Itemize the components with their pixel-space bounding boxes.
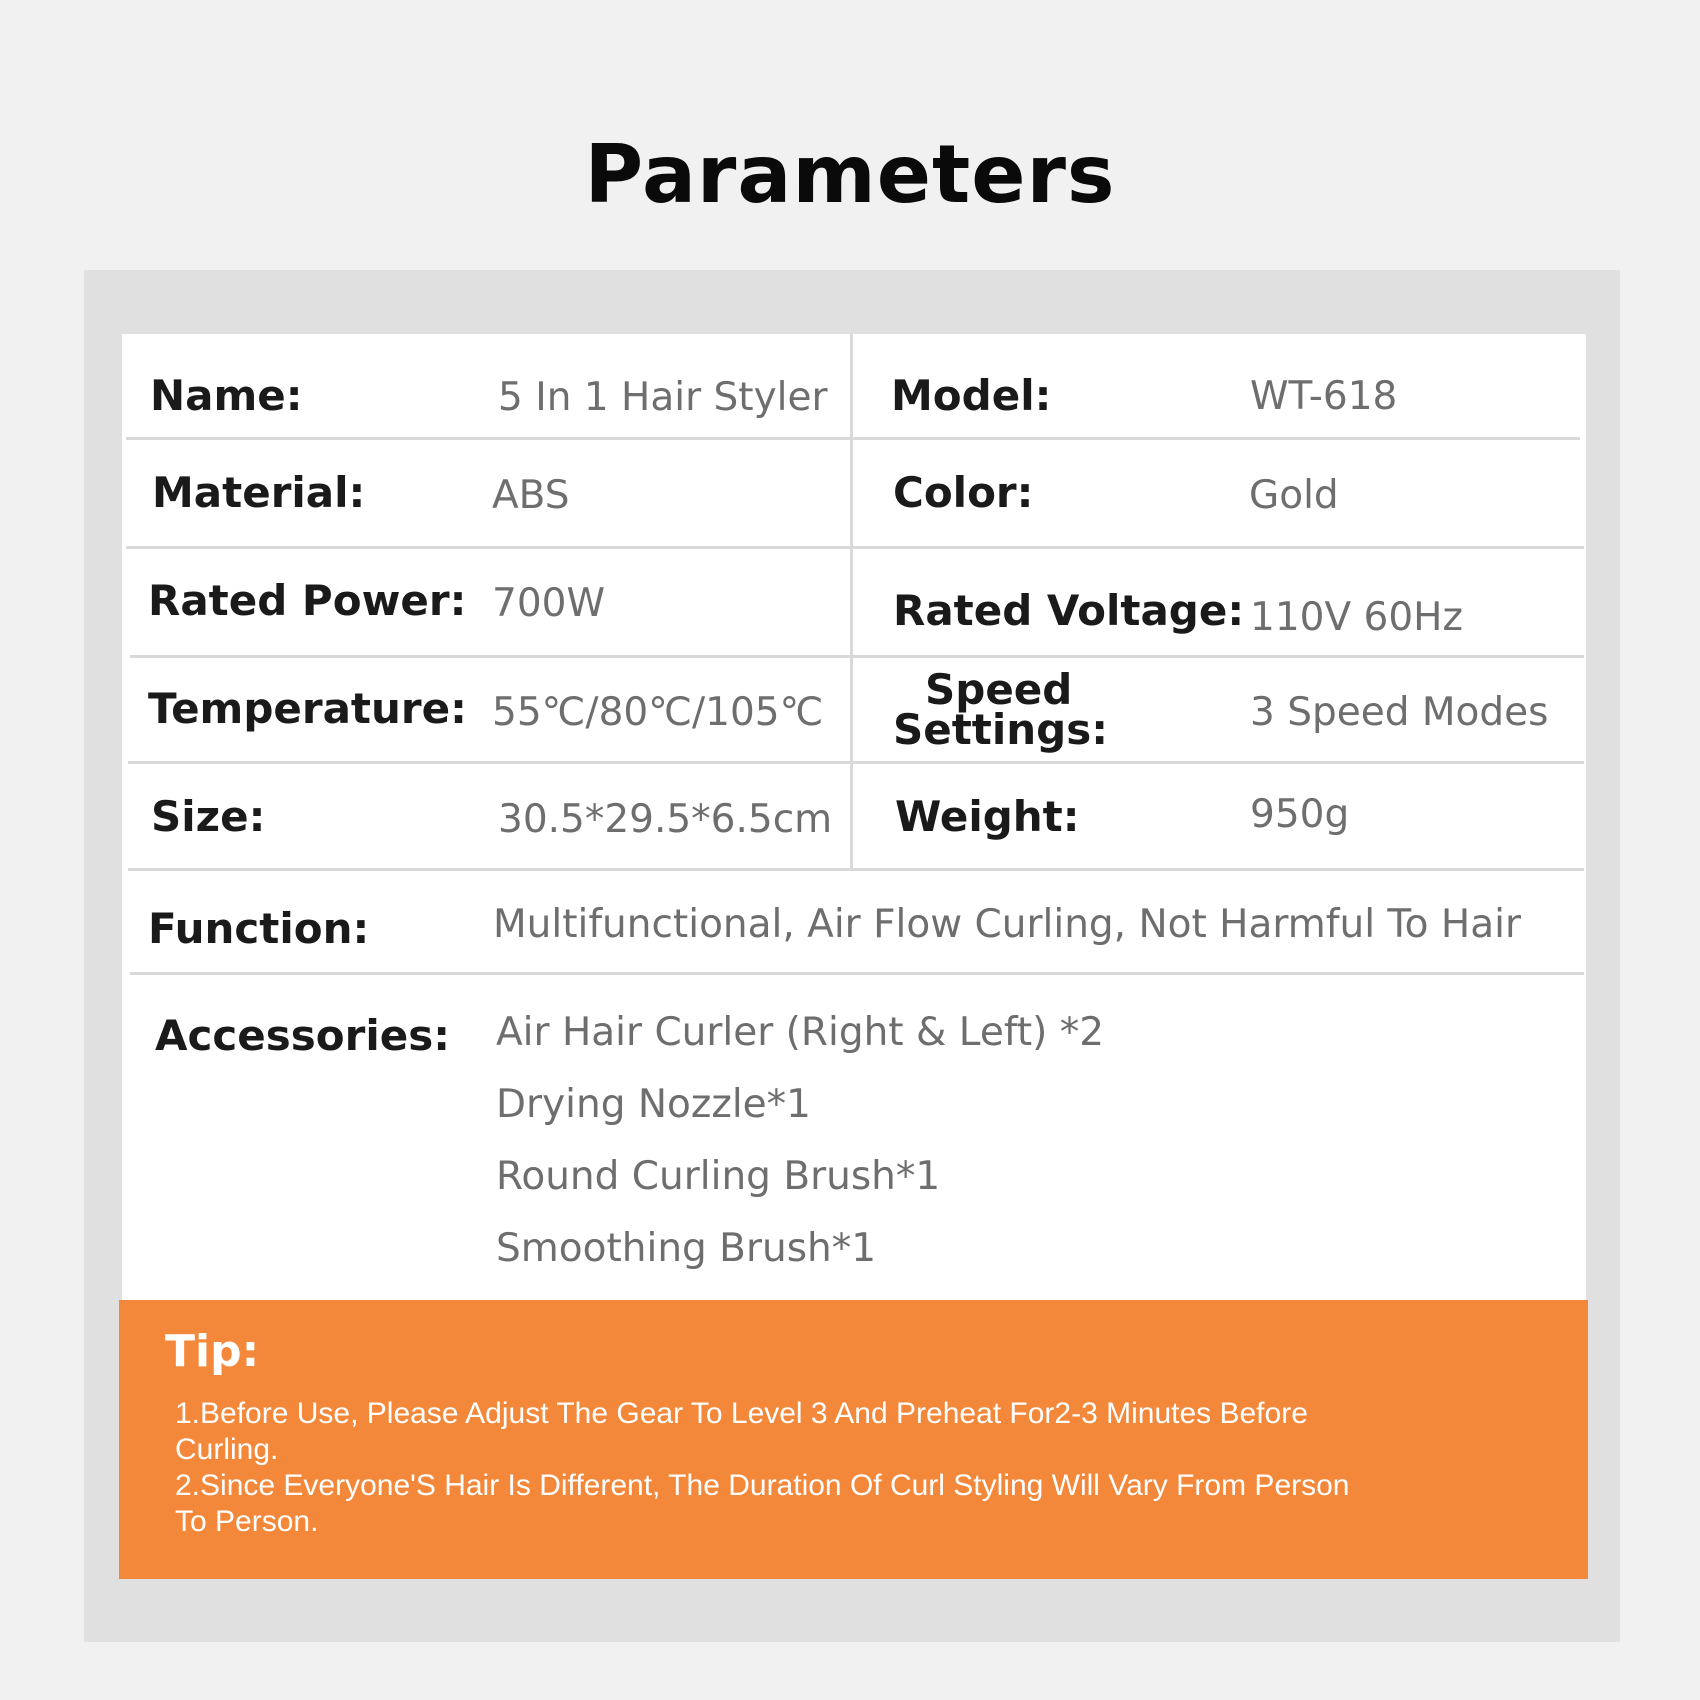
function-label: Function: <box>148 904 370 953</box>
name-value: 5 In 1 Hair Styler <box>498 375 828 420</box>
tip-box <box>119 1300 1588 1579</box>
tip-line: 2.Since Everyone'S Hair Is Different, The Duration Of Curl Styling Will Vary From Person To Person. <box>175 1469 1350 1538</box>
row-divider <box>130 972 1584 975</box>
color-label: Color: <box>893 468 1034 517</box>
speed-settings-label-line2: Settings: <box>893 704 1109 754</box>
rated-voltage-value: 110V 60Hz <box>1250 595 1463 640</box>
size-value: 30.5*29.5*6.5cm <box>498 797 833 842</box>
accessory-item: Round Curling Brush*1 <box>496 1154 941 1199</box>
color-value: Gold <box>1249 473 1339 518</box>
row-divider <box>130 655 1584 658</box>
speed-settings-label <box>893 665 1109 754</box>
tip-text <box>175 1396 1355 1540</box>
accessory-item: Smoothing Brush*1 <box>496 1226 877 1271</box>
rated-voltage-label: Rated Voltage: <box>893 586 1245 635</box>
column-divider <box>850 334 853 870</box>
size-label: Size: <box>151 792 266 841</box>
speed-settings-label-line1: Speed <box>925 665 1073 714</box>
weight-value: 950g <box>1250 792 1350 837</box>
page-title: Parameters <box>584 128 1116 221</box>
row-divider <box>128 868 1584 871</box>
model-label: Model: <box>891 371 1052 420</box>
row-divider <box>128 761 1584 764</box>
accessories-label: Accessories: <box>155 1011 451 1060</box>
row-divider <box>126 546 1584 549</box>
material-label: Material: <box>152 468 366 517</box>
temperature-label: Temperature: <box>148 684 467 733</box>
function-value: Multifunctional, Air Flow Curling, Not Harmful To Hair <box>493 902 1521 947</box>
accessory-item: Drying Nozzle*1 <box>496 1082 811 1127</box>
accessory-item: Air Hair Curler (Right & Left) *2 <box>496 1010 1105 1055</box>
row-divider <box>126 437 1580 440</box>
name-label: Name: <box>150 371 303 420</box>
model-value: WT-618 <box>1250 374 1398 419</box>
temperature-value: 55℃/80℃/105℃ <box>492 690 824 735</box>
speed-settings-value: 3 Speed Modes <box>1250 690 1549 735</box>
rated-power-label: Rated Power: <box>148 576 467 625</box>
weight-label: Weight: <box>895 792 1080 841</box>
rated-power-value: 700W <box>492 581 606 626</box>
material-value: ABS <box>492 473 570 518</box>
tip-heading: Tip: <box>165 1326 260 1377</box>
tip-line: 1.Before Use, Please Adjust The Gear To Level 3 And Preheat For2-3 Minutes Before Curling. <box>175 1397 1308 1466</box>
